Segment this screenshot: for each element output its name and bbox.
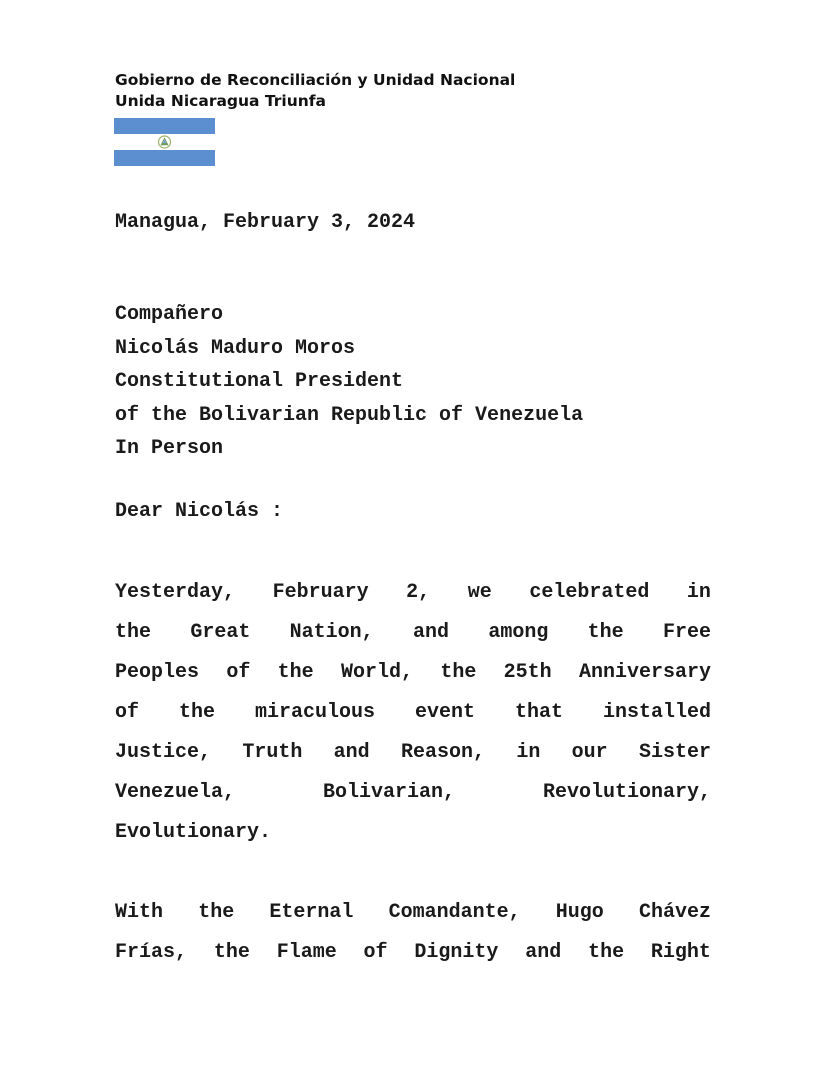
- word: the: [115, 621, 152, 644]
- word: among: [488, 621, 549, 644]
- word: the: [198, 901, 235, 924]
- word: the: [588, 941, 625, 964]
- word: Sister: [638, 741, 711, 764]
- word: and: [333, 741, 370, 764]
- paragraph-line: [115, 893, 711, 933]
- letterhead-government-name: Gobierno de Reconciliación y Unidad Nacional: [115, 71, 516, 89]
- word: Free: [662, 621, 711, 644]
- word: Truth: [242, 741, 303, 764]
- coat-of-arms-icon: [157, 135, 172, 149]
- paragraph-line: [115, 653, 711, 693]
- recipient-address: [115, 298, 583, 466]
- word: Yesterday,: [115, 581, 236, 604]
- word: Eternal: [269, 901, 354, 924]
- word: that: [514, 701, 563, 724]
- word: and: [412, 621, 449, 644]
- word: of: [226, 661, 251, 684]
- word: 25th: [503, 661, 552, 684]
- letterhead-slogan: Unida Nicaragua Triunfa: [115, 92, 327, 110]
- paragraph-line: [115, 693, 711, 733]
- word: Justice,: [115, 741, 212, 764]
- paragraph-line: [115, 733, 711, 773]
- nicaragua-flag: [114, 118, 215, 166]
- word: the: [587, 621, 624, 644]
- word: World,: [340, 661, 413, 684]
- word: we: [467, 581, 492, 604]
- word: and: [525, 941, 562, 964]
- paragraph-line: [115, 933, 711, 973]
- word: Chávez: [638, 901, 711, 924]
- word: Bolivarian,: [322, 781, 456, 804]
- recipient-line: Compañero: [115, 303, 224, 326]
- word: the: [440, 661, 477, 684]
- word: our: [571, 741, 608, 764]
- word: event: [414, 701, 475, 724]
- word: the: [277, 661, 314, 684]
- word: Right: [650, 941, 711, 964]
- word: Nation,: [289, 621, 374, 644]
- letterhead: [115, 70, 515, 112]
- paragraph-line: [115, 613, 711, 653]
- word: Reason,: [400, 741, 485, 764]
- recipient-line: Nicolás Maduro Moros: [115, 336, 356, 360]
- word: celebrated: [529, 581, 650, 604]
- word: the: [213, 941, 250, 964]
- paragraph-line: [115, 573, 711, 613]
- salutation: Dear Nicolás :: [115, 500, 284, 523]
- word: Revolutionary,: [542, 781, 711, 804]
- paragraph-line: [115, 773, 711, 813]
- word: Great: [190, 621, 251, 644]
- recipient-line: In Person: [115, 437, 224, 461]
- word: Peoples: [115, 661, 200, 684]
- paragraph-line: [115, 813, 711, 853]
- word: Flame: [276, 941, 337, 964]
- body-paragraph-2: [115, 893, 711, 973]
- word: in: [686, 581, 711, 604]
- word: Evolutionary.: [115, 821, 272, 844]
- recipient-line: of the Bolivarian Republic of Venezuela: [115, 403, 584, 427]
- word: miraculous: [254, 701, 375, 724]
- flag-bottom-stripe: [114, 150, 215, 166]
- word: 2,: [406, 581, 431, 604]
- word: Dignity: [414, 941, 499, 964]
- letter-date: Managua, February 3, 2024: [115, 211, 416, 234]
- word: of: [363, 941, 388, 964]
- word: of: [115, 701, 140, 724]
- recipient-line: Constitutional President: [115, 370, 404, 394]
- word: February: [272, 581, 369, 604]
- flag-top-stripe: [114, 118, 215, 134]
- body-paragraph-1: [115, 573, 711, 853]
- word: installed: [602, 701, 711, 724]
- word: Hugo: [555, 901, 604, 924]
- word: in: [516, 741, 541, 764]
- word: Frías,: [115, 941, 188, 964]
- word: the: [178, 701, 215, 724]
- word: With: [115, 901, 164, 924]
- word: Anniversary: [578, 661, 711, 684]
- word: Venezuela,: [115, 781, 236, 804]
- word: Comandante,: [388, 901, 521, 924]
